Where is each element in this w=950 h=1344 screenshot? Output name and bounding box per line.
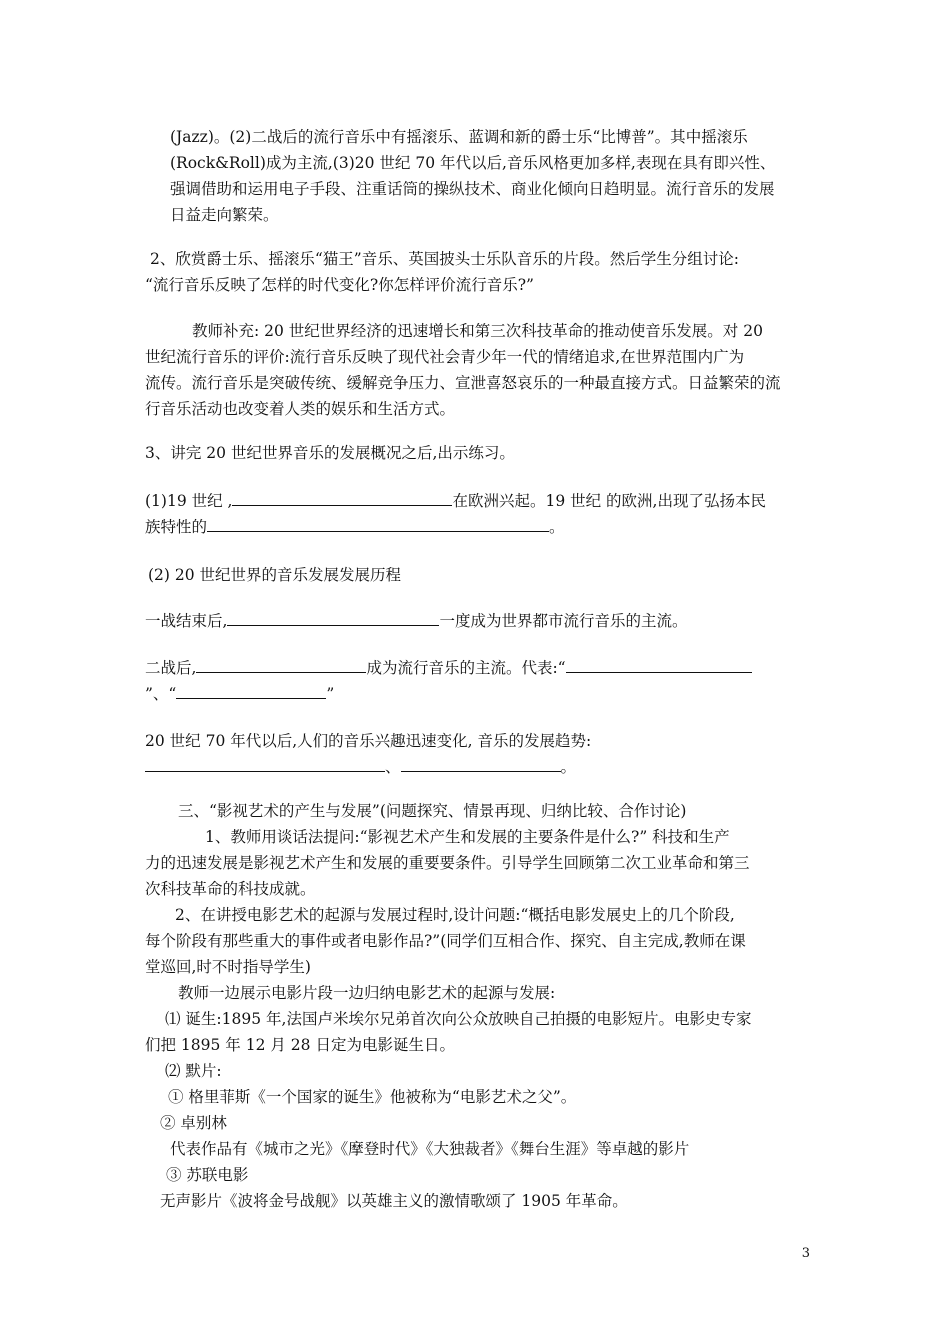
fill-blank[interactable] (401, 755, 561, 772)
fill-blank[interactable] (145, 755, 385, 772)
para1-line4: 日益走向繁荣。 (170, 206, 279, 224)
para3-line1: 教师补充: 20 世纪世界经济的迅速增长和第三次科技革命的推动使音乐发展。对 20 (192, 322, 763, 340)
fill-blank[interactable] (232, 489, 452, 506)
para1-line2: (Rock&Roll)成为主流,(3)20 世纪 70 年代以后,音乐风格更加多样,表现在具有即兴性、 (170, 154, 776, 172)
section3-title: 三、“影视艺术的产生与发展”(问题探究、情景再现、归纳比较、合作讨论) (178, 802, 687, 820)
section3-p3: 教师一边展示电影片段一边归纳电影艺术的起源与发展: (178, 984, 556, 1002)
section3-p1-line3: 次科技革命的科技成就。 (145, 880, 316, 898)
para3-line4: 行音乐活动也改变着人类的娱乐和生活方式。 (145, 400, 456, 418)
section3-item1-line2: 们把 1895 年 12 月 28 日定为电影诞生日。 (145, 1036, 455, 1054)
para3-line2: 世纪流行音乐的评价:流行音乐反映了现代社会青少年一代的情绪追求,在世界范围内广为 (145, 348, 745, 366)
section3-p2-line1: 2、在讲授电影艺术的起源与发展过程时,设计问题:“概括电影发展史上的几个阶段, (175, 906, 735, 924)
para1-line3: 强调借助和运用电子手段、注重话筒的操纵技术、商业化倾向日趋明显。流行音乐的发展 (170, 180, 775, 198)
section3-item2b: ② 卓别林 (160, 1114, 227, 1132)
exercise1-line1: (1)19 世纪 , 在欧洲兴起。19 世纪 的欧洲,出现了弘扬本民 (145, 488, 766, 514)
fill-blank[interactable] (196, 656, 366, 673)
section3-p1-line2: 力的迅速发展是影视艺术产生和发展的重要要条件。引导学生回顾第二次工业革命和第三 (145, 854, 750, 872)
section3-p1-line1: 1、教师用谈话法提问:“影视艺术产生和发展的主要条件是什么?” 科技和生产 (205, 828, 730, 846)
section3-item1-line1: ⑴ 诞生:1895 年,法国卢米埃尔兄弟首次向公众放映自己拍摄的电影短片。电影史专家 (165, 1010, 752, 1028)
exercise2-title: (2) 20 世纪世界的音乐发展发展历程 (148, 566, 402, 584)
exercise2-1970s-line1: 20 世纪 70 年代以后,人们的音乐兴趣迅速变化, 音乐的发展趋势: (145, 732, 592, 750)
exercise2-ww1-line: 一战结束后, 一度成为世界都市流行音乐的主流。 (145, 608, 687, 634)
exercise2-ww2-line1: 二战后, 成为流行音乐的主流。代表:“ (145, 655, 752, 681)
section3-item2c-desc: 无声影片《波将金号战舰》以英雄主义的激情歌颂了 1905 年革命。 (160, 1192, 628, 1210)
section3-p2-line2: 每个阶段有那些重大的事件或者电影作品?”(同学们互相合作、探究、自主完成,教师在课 (145, 932, 746, 950)
exercise1-line2: 族特性的 。 (145, 514, 565, 540)
fill-blank[interactable] (566, 656, 752, 673)
fill-blank[interactable] (207, 515, 549, 532)
para3-line3: 流传。流行音乐是突破传统、缓解竞争压力、宣泄喜怒哀乐的一种最直接方式。日益繁荣的流 (145, 374, 781, 392)
section3-item2a: ① 格里菲斯《一个国家的诞生》他被称为“电影艺术之父”。 (168, 1088, 577, 1106)
fill-blank[interactable] (176, 682, 326, 699)
exercise2-ww2-line2: ”、“ ” (145, 681, 334, 707)
section3-p2-line3: 堂巡回,时不时指导学生) (145, 958, 311, 976)
section3-item2: ⑵ 默片: (165, 1062, 222, 1080)
fill-blank[interactable] (227, 609, 439, 626)
para2-line2: “流行音乐反映了怎样的时代变化?你怎样评价流行音乐?” (145, 276, 534, 294)
exercise2-1970s-line2: 、 。 (145, 754, 576, 780)
para4: 3、讲完 20 世纪世界音乐的发展概况之后,出示练习。 (145, 444, 515, 462)
section3-item2c: ③ 苏联电影 (166, 1166, 249, 1184)
page-number: 3 (801, 1246, 810, 1261)
section3-item2b-desc: 代表作品有《城市之光》《摩登时代》《大独裁者》《舞台生涯》等卓越的影片 (170, 1140, 690, 1158)
para1-line1: (Jazz)。(2)二战后的流行音乐中有摇滚乐、蓝调和新的爵士乐“比博普”。其中摇滚乐 (170, 128, 748, 146)
para2-line1: 2、欣赏爵士乐、摇滚乐“猫王”音乐、英国披头士乐队音乐的片段。然后学生分组讨论: (150, 250, 739, 268)
